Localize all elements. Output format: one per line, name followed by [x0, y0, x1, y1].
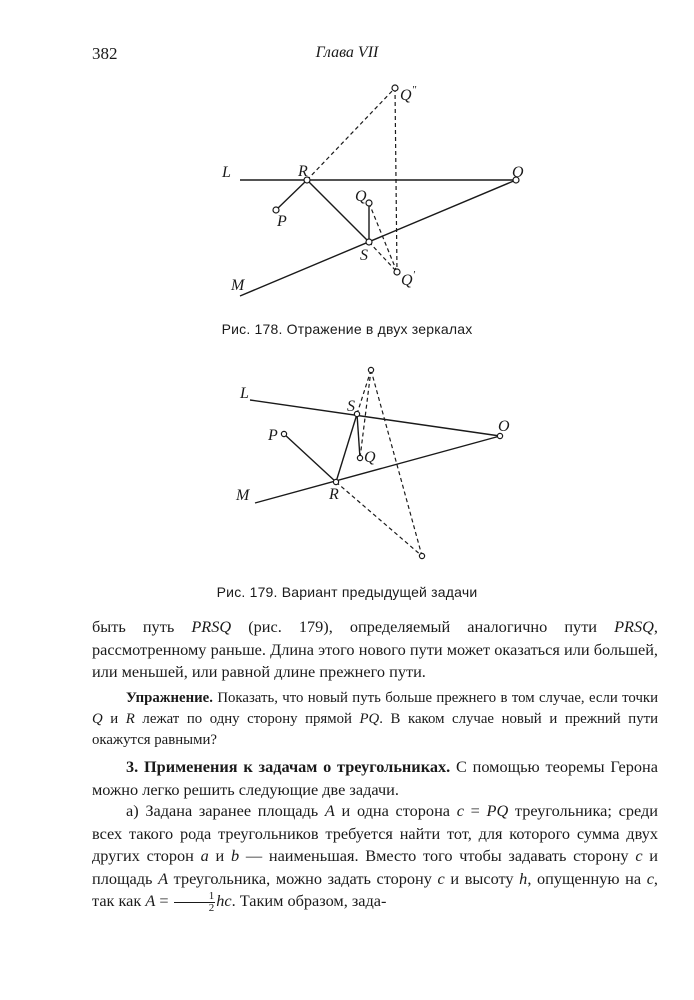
page-number: 382	[92, 44, 118, 63]
fig179-dash-top-bottom	[371, 370, 422, 556]
fig179-label-P: P	[268, 427, 278, 444]
paragraph-a: а) Задана заранее площадь A и одна сторона c = PQ треугольника; среди всех такого рода треугольников требуется найти тот, для которого сумма двух других сторон a и b — наименьшая. Вместо того чтобы задавать сторону c и площадь A треугольника, можно задать сторону c и высоту h, опущенную на c, так как A = $\frac{1}{2}$ hc. Таким образом, зада-	[92, 801, 658, 914]
figure-178-caption: Рис. 178. Отражение в двух зеркалах	[221, 321, 473, 337]
fig179-point-P	[281, 431, 286, 436]
fig179-segment-SQ	[357, 414, 360, 458]
chapter-title: Глава VII	[315, 44, 379, 61]
fig179-dash-R-bottom	[336, 482, 422, 556]
fig179-dash-top-Q	[360, 370, 371, 458]
fig179-line-L	[250, 400, 500, 436]
paragraph-path-comparison: быть путь PRSQ (рис. 179), определяемый аналогично пути PRSQ, рассмотренному раньше. Длина этого нового пути может оказаться или большей, или меньшей, или равной длине прежнего пути.	[92, 617, 658, 681]
fig179-point-R	[333, 479, 338, 484]
fig179-segment-PR	[284, 434, 336, 482]
exercise-block: Упражнение. Показать, что новый путь больше прежнего в том случае, если точки Q и R лежат по одну сторону прямой PQ. В каком случае новый и прежний пути окажутся равными?	[92, 690, 658, 748]
fig178-label-L: L	[222, 164, 231, 181]
fig179-label-O: O	[498, 418, 510, 435]
fig179-point-Q	[357, 455, 362, 460]
section-heading: 3. Применения к задачам о треугольниках.	[126, 757, 451, 776]
fig179-label-L: L	[240, 385, 249, 402]
exercise-label: Упражнение.	[126, 690, 213, 706]
fig178-label-O: O	[512, 164, 524, 181]
section-3: 3. Применения к задачам о треугольниках. С помощью теоремы Герона можно легко решить следующие две задачи.	[92, 757, 658, 799]
fig179-label-M: M	[236, 487, 250, 504]
fig179-label-R: R	[329, 486, 339, 503]
fig179-label-Q: Q	[364, 449, 376, 466]
fig179-point-S	[354, 411, 359, 416]
fig179-dash-S-top	[357, 370, 371, 414]
figure-179-caption: Рис. 179. Вариант предыдущей задачи	[216, 584, 478, 600]
fig179-point-bottom	[419, 553, 424, 558]
fraction-one-half: $\frac{1}{2}$	[174, 891, 216, 914]
fig179-point-top	[368, 367, 373, 372]
fig178-label-S: S	[360, 247, 368, 264]
fig178-label-Q: Q	[355, 188, 367, 205]
fig179-label-S: S	[347, 398, 355, 415]
fig179-line-M	[255, 436, 500, 503]
fig178-label-Q2: Q″	[400, 84, 417, 104]
fig178-label-M: M	[231, 277, 245, 294]
fig179-segment-RS	[336, 414, 357, 482]
fig178-label-Q1: Q′	[401, 269, 415, 289]
fig178-label-P: P	[277, 213, 287, 230]
fig178-label-R: R	[298, 163, 308, 180]
